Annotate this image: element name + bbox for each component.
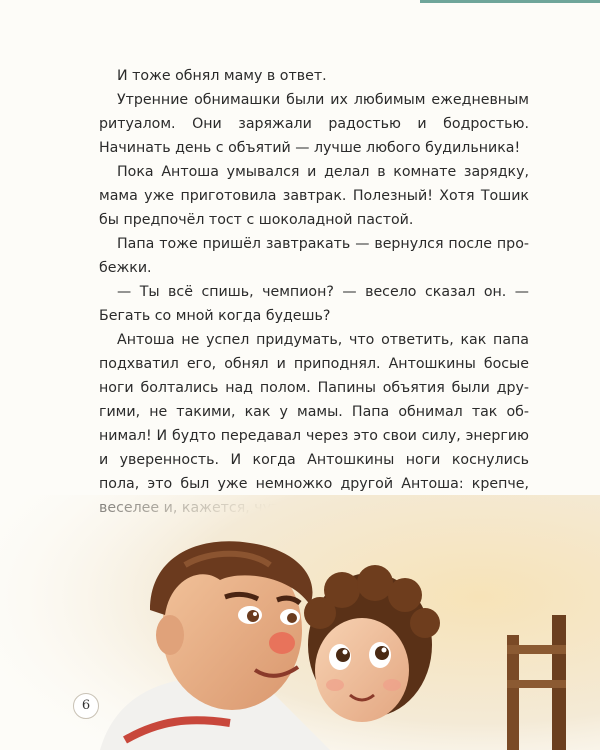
paragraph-6: Антоша не успел придумать, что ответить, как папа подхватил его, обнял и приподнял. Антошкины босые ноги болтались над полом. Папины объятия были другими, не такими, как у мамы. Папа обнимал так обнимал! И будто передавал через это свои силу, энергию и уверенность. И когда Антошкины ноги коснулись пола, это был уже немножко другой Антоша: крепче, bbox=[99, 332, 529, 492]
paragraph-4: Папа тоже пришёл завтракать — вернулся после пробежки. bbox=[99, 236, 529, 276]
paragraph-1: И тоже обнял маму в ответ. bbox=[117, 68, 327, 84]
story-text bbox=[99, 64, 529, 520]
paragraph-3: Пока Антоша умывался и делал в комнате зарядку, мама уже приготовила завтрак. Полезный! Хотя Тошик бы предпочёл тост с шоколадной пастой. bbox=[99, 164, 529, 228]
paragraph-2: Утренние обнимашки были их любимым ежедневным ритуалом. Они заряжали радостью и бодростью. Начинать день с объятий — лучше любого будильника! bbox=[99, 92, 529, 156]
paragraph-5: — Ты всё спишь, чемпион? — весело сказал он. — Бегать со мной когда будешь? bbox=[99, 284, 529, 324]
page-number: 6 bbox=[73, 693, 99, 719]
top-accent-bar bbox=[420, 0, 600, 3]
